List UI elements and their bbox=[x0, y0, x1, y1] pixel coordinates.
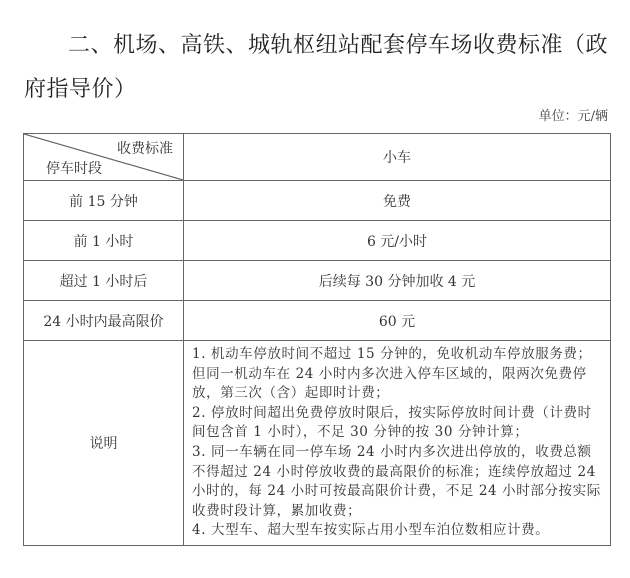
section-title: 二、机场、高铁、城轨枢纽站配套停车场收费标准（政府指导价） bbox=[24, 33, 609, 102]
parking-fee-table bbox=[23, 133, 611, 546]
fee-cell: 后续每 30 分钟加收 4 元 bbox=[184, 261, 611, 301]
notes-cell bbox=[184, 341, 611, 546]
column-header-small-car: 小车 bbox=[184, 134, 611, 181]
notes-row bbox=[24, 341, 611, 546]
table-row bbox=[24, 261, 611, 301]
corner-top-label: 收费标准 bbox=[117, 141, 173, 157]
period-cell: 超过 1 小时后 bbox=[24, 261, 184, 301]
fee-cell: 60 元 bbox=[184, 301, 611, 341]
period-cell: 24 小时内最高限价 bbox=[24, 301, 184, 341]
corner-header-cell bbox=[24, 134, 184, 181]
fee-cell: 6 元/小时 bbox=[184, 221, 611, 261]
period-cell: 前 1 小时 bbox=[24, 221, 184, 261]
note-item: 2. 停放时间超出免费停放时限后，按实际停放时间计费（计费时间包含首 1 小时），不足 30 分钟的按 30 分钟计算； bbox=[192, 404, 592, 441]
notes-label: 说明 bbox=[24, 341, 184, 546]
period-cell: 前 15 分钟 bbox=[24, 181, 184, 221]
corner-bottom-label: 停车时段 bbox=[46, 161, 102, 177]
note-item: 3. 同一车辆在同一停车场 24 小时内多次进出停放的，收费总额不得超过 24 小时停放收费的最高限价的标准；连续停放超过 24 小时的，每 24 小时可按最高限价计费，不足 24 小时部分按实际收费时段计算，累加收费； bbox=[192, 443, 601, 519]
table-row bbox=[24, 181, 611, 221]
note-item: 4. 大型车、超大型车按实际占用小型车泊位数相应计费。 bbox=[192, 522, 550, 539]
fee-cell: 免费 bbox=[184, 181, 611, 221]
note-item: 1. 机动车停放时间不超过 15 分钟的，免收机动车停放服务费；但同一机动车在 24 小时内多次进入停车区域的，限两次免费停放，第三次（含）起即时计费； bbox=[192, 346, 592, 402]
table-row bbox=[24, 221, 611, 261]
unit-label: 单位：元/辆 bbox=[538, 109, 608, 124]
table-row bbox=[24, 301, 611, 341]
